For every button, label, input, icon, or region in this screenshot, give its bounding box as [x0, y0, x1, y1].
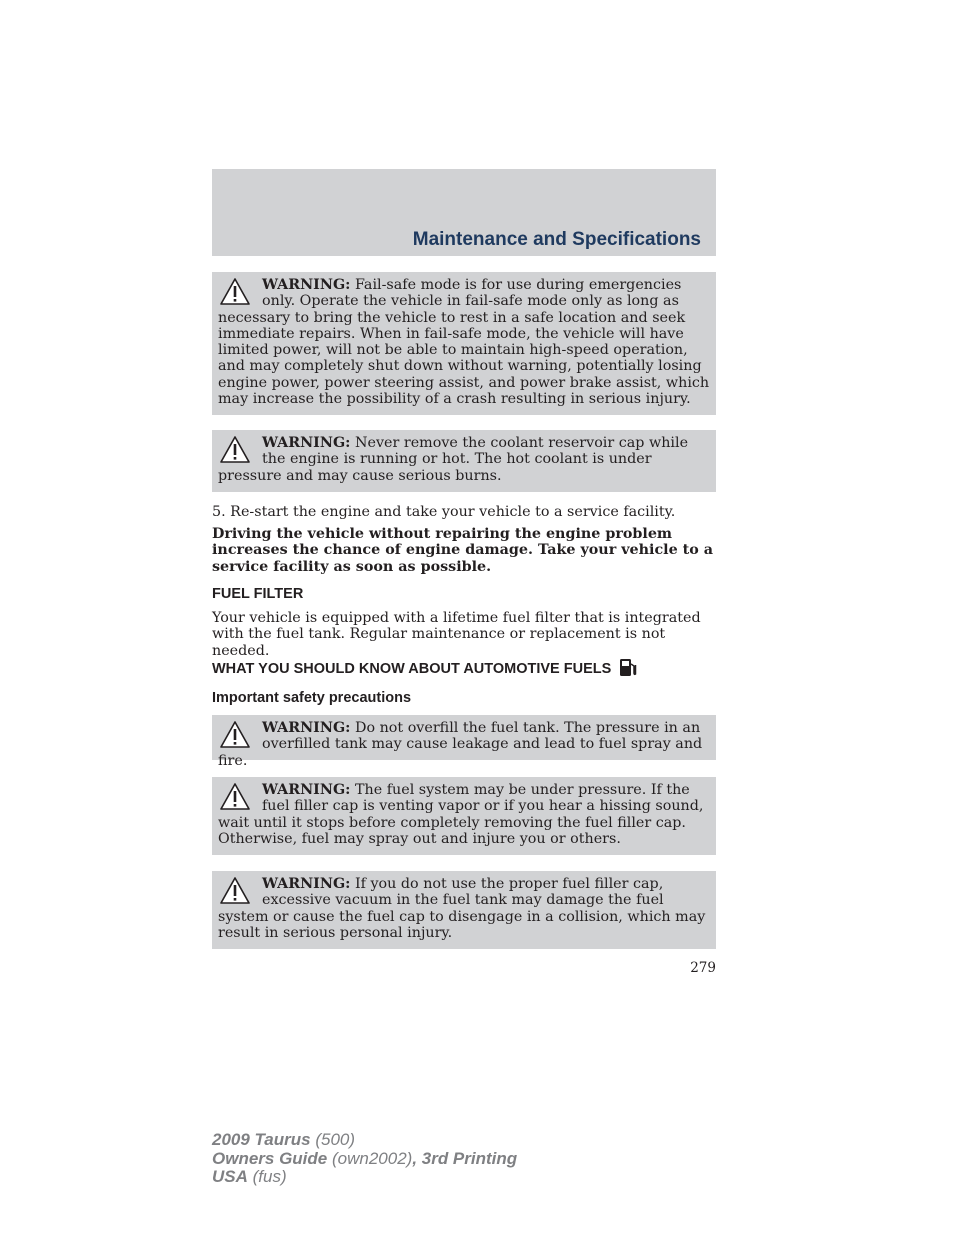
safety-precautions-heading: Important safety precautions [212, 690, 412, 706]
footer-printing: , 3rd Printing [412, 1148, 518, 1168]
warning-label: WARNING: [262, 782, 351, 798]
automotive-fuels-heading [212, 657, 716, 681]
warning-box-overfill [212, 715, 716, 769]
warning-text: If you do not use the proper fuel filler cap, excessive vacuum in the fuel tank may damage the fuel system or cause the fuel cap to disengage in a collision, which may result in serious personal injury. [218, 876, 706, 941]
footer-guide: Owners Guide [212, 1148, 328, 1168]
warning-text: Fail-safe mode is for use during emergencies only. Operate the vehicle in fail-safe mode only as long as necessary to bring the vehicle to rest in a safe location and seek immediate repairs. When in fail-safe mode, the vehicle will have limited power, will not be able to maintain high-speed operation, and may completely shut down without warning, potentially losing engine power, power steering assist, and power brake assist, which may increase the possibility of a crash resulting in serious injury. [218, 277, 710, 408]
footer-model-code: (500) [315, 1130, 356, 1149]
warning-triangle-icon [219, 435, 251, 465]
step-5-text: 5. Re-start the engine and take your vehicle to a service facility. [212, 504, 676, 520]
warning-box-fail-safe [212, 272, 716, 415]
warning-text: Never remove the coolant reservoir cap while the engine is running or hot. The hot coolant is under pressure and may cause serious burns. [218, 435, 689, 484]
warning-triangle-icon [219, 720, 251, 750]
page-number: 279 [690, 960, 716, 976]
section-header-band [212, 169, 716, 256]
warning-text: The fuel system may be under pressure. If the fuel filler cap is venting vapor or if you hear a hissing sound, wait until it stops before completely removing the fuel filler cap. Otherwise, fuel may spray out and injure you or others. [218, 782, 704, 847]
warning-label: WARNING: [262, 876, 351, 892]
automotive-fuels-heading-text: WHAT YOU SHOULD KNOW ABOUT AUTOMOTIVE FUELS [212, 661, 612, 677]
fuel-pump-icon [619, 657, 637, 681]
footer-region: USA [212, 1167, 248, 1186]
section-title: Maintenance and Specifications [412, 229, 701, 250]
footer-guide-code: (own2002) [331, 1148, 413, 1168]
fuel-filter-heading: FUEL FILTER [212, 586, 304, 602]
fuel-filter-text: Your vehicle is equipped with a lifetime fuel filter that is integrated with the fuel tank. Regular maintenance or replacement is not needed. [212, 610, 701, 659]
footer-line-region [212, 1168, 517, 1187]
warning-label: WARNING: [262, 720, 351, 736]
engine-damage-caution: Driving the vehicle without repairing the engine problem increases the chance of engine damage. Take your vehicle to a service facility as soon as possible. [212, 526, 714, 575]
warning-label: WARNING: [262, 277, 351, 293]
warning-label: WARNING: [262, 435, 351, 451]
warning-triangle-icon [219, 876, 251, 906]
document-footer [212, 1131, 517, 1187]
footer-line-model [212, 1131, 517, 1150]
warning-box-filler-cap [212, 871, 716, 949]
warning-text: Do not overfill the fuel tank. The pressure in an overfilled tank may cause leakage and lead to fuel spray and fire. [218, 720, 703, 769]
footer-region-code: (fus) [252, 1167, 287, 1186]
warning-triangle-icon [219, 782, 251, 812]
warning-triangle-icon [219, 277, 251, 307]
warning-box-coolant [212, 430, 716, 492]
footer-model: 2009 Taurus [212, 1130, 311, 1149]
warning-box-pressure [212, 777, 716, 855]
footer-line-guide [212, 1150, 517, 1169]
